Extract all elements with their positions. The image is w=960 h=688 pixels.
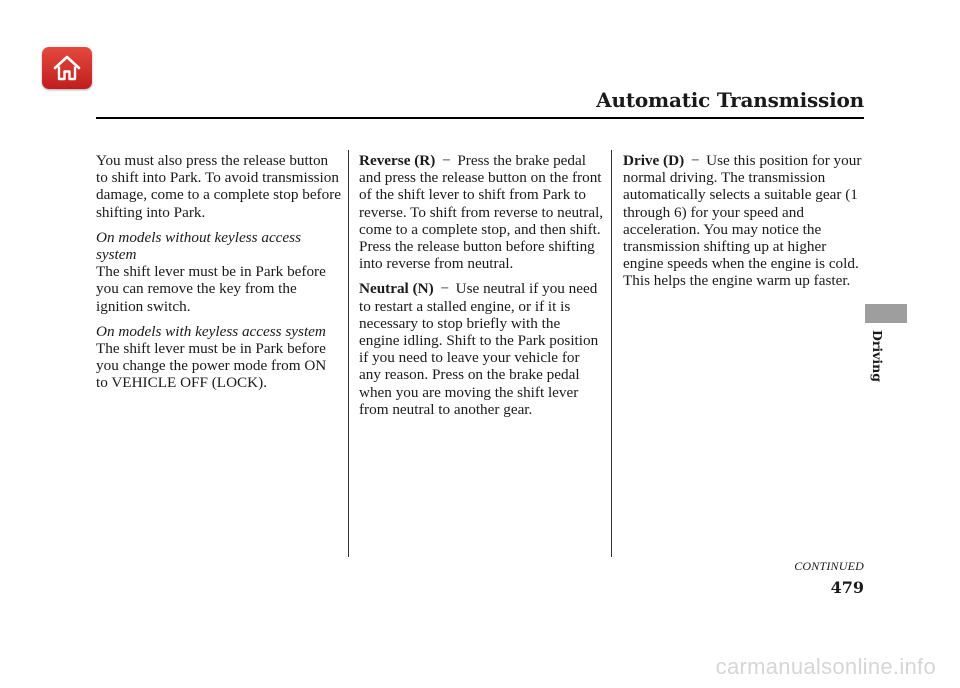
drive-text: Use this position for your normal driving. The transmission automatically selects a suitable gear (1 through 6) for your speed and acceleration. You may notice the transmission shifting up at higher engine speeds when the engine is cold. This helps the engine warm up faster.	[623, 152, 862, 290]
title-divider	[96, 117, 864, 119]
drive-term: Drive (D)	[623, 152, 685, 169]
column-2	[359, 152, 604, 426]
without-keyless-text: The shift lever must be in Park before you can remove the key from the ignition switch.	[96, 263, 326, 315]
reverse-text: Press the brake pedal and press the release button on the front of the shift lever to shift from Park to reverse. To shift from reverse to neutral, come to a complete stop, and then shift. Press the release button before shifting into reverse from neutral.	[359, 152, 604, 273]
column-divider-2	[611, 150, 612, 557]
neutral-text: Use neutral if you need to restart a stalled engine, or if it is necessary to stop briefly with the engine idling. Shift to the Park position if you need to leave your vehicle for any reason. Press on the brake pedal when you are moving the shift lever from neutral to another gear.	[359, 280, 599, 418]
drive-dash: −	[690, 152, 700, 169]
reverse-dash: −	[442, 152, 451, 169]
keyless-with-section	[96, 323, 341, 392]
reverse-term: Reverse (R)	[359, 152, 436, 169]
column-1	[96, 152, 341, 400]
with-keyless-text: The shift lever must be in Park before you change the power mode from ON to VEHICLE OFF (LOCK).	[96, 340, 327, 392]
subheading-without-keyless: On models without keyless access system	[96, 228, 301, 264]
neutral-paragraph	[359, 280, 604, 418]
column-divider-1	[348, 150, 349, 557]
home-button[interactable]	[42, 47, 92, 89]
home-icon	[52, 54, 82, 82]
keyless-without-section	[96, 229, 341, 315]
reverse-paragraph	[359, 152, 604, 272]
subheading-with-keyless: On models with keyless access system	[96, 322, 326, 340]
section-label: Driving	[870, 330, 885, 383]
drive-paragraph	[623, 152, 868, 290]
intro-paragraph: You must also press the release button to shift into Park. To avoid transmission damage, come to a complete stop before shifting into Park.	[96, 152, 342, 221]
column-3	[623, 152, 868, 298]
watermark: carmanualsonline.info	[715, 654, 936, 679]
section-tab[interactable]	[865, 304, 907, 323]
page-number: 479	[830, 578, 864, 597]
neutral-term: Neutral (N)	[359, 280, 434, 298]
neutral-dash: −	[440, 280, 449, 298]
page-title: Automatic Transmission	[596, 88, 864, 112]
continued-label: CONTINUED	[794, 559, 864, 573]
